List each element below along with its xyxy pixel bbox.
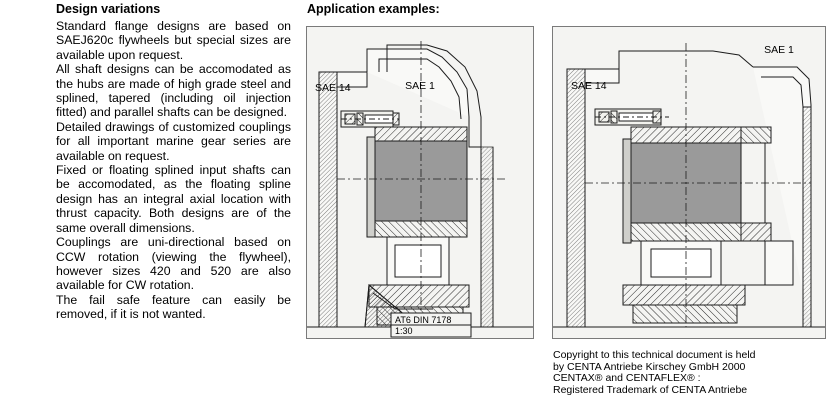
copyright-line-2: by CENTA Antriebe Kirschey GmbH 2000 [553,360,746,373]
design-variations-column [56,2,291,322]
paragraph-4: Fixed or floating splined input shafts can be accomodated, as the floating spline design has an integral axial location with thrust capacity. Both designs are of the same overall dimensions. [56,163,291,235]
drawing-right-label-sae14: SAE 14 [571,80,607,92]
application-drawing-right [552,26,826,339]
paragraph-1: Standard flange designs are based on SAEJ620c flywheels but special sizes are available upon request. [56,19,291,62]
drawing-left-callout-scale: 1:30 [395,326,413,336]
drawing-left-label-sae14: SAE 14 [315,82,351,94]
copyright-line-3: CENTAX® and CENTAFLEX® : [553,372,701,385]
paragraph-2: All shaft designs can be accomodated as the hubs are made of high grade steel and splined, tapered (including oil injection fitted) and parallel shafts can be designed. [56,62,291,120]
application-drawing-left [306,26,534,339]
page-title: Design variations [56,2,161,16]
application-examples-title: Application examples: [307,2,440,16]
drawing-right-label-sae1: SAE 1 [764,44,794,56]
paragraph-6: The fail safe feature can easily be removed, if it is not wanted. [56,292,291,322]
paragraph-5: Couplings are uni-directional based on CCW rotation (viewing the flywheel), however sizes 420 and 520 are also available for CW rotation. [56,235,291,293]
copyright-line-4: Registered Trademark of CENTA Antriebe [553,383,748,396]
drawing-left-label-sae1: SAE 1 [405,80,435,92]
copyright-line-1: Copyright to this technical document is held [553,349,756,361]
drawing-left-callout-standard: AT6 DIN 7178 [395,315,452,325]
paragraph-3: Detailed drawings of customized couplings for all important marine gear series are available on request. [56,119,291,163]
copyright-block [553,350,829,396]
